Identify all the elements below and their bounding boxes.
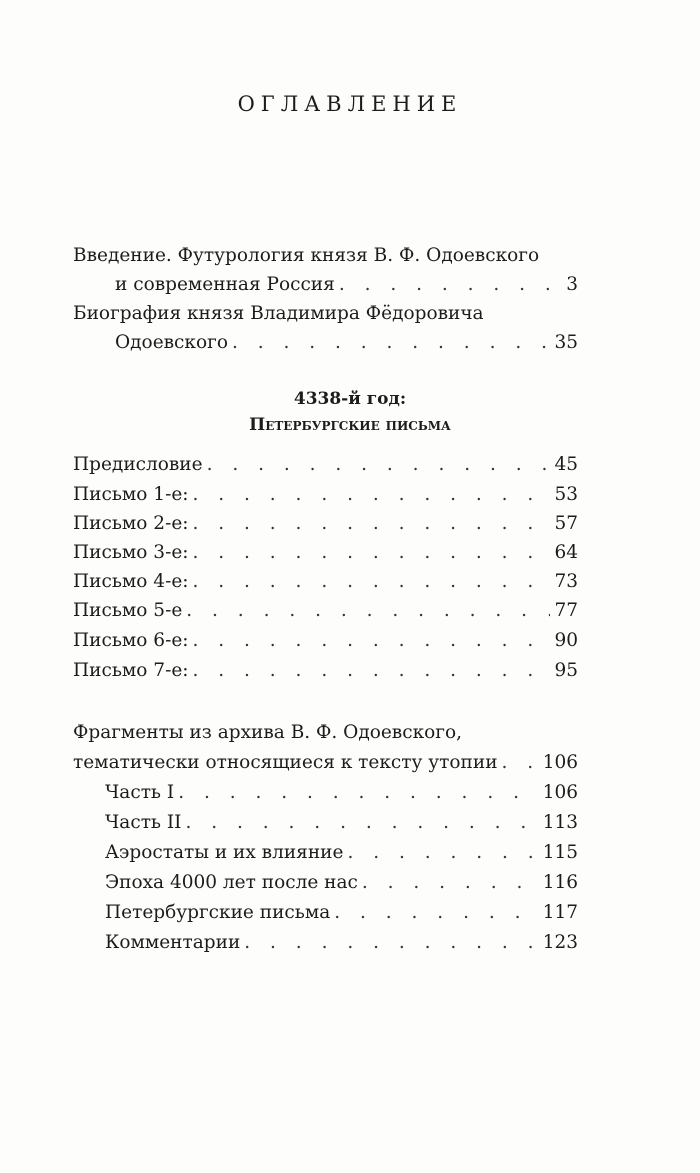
toc-entry-label: Петербургские письма <box>105 902 331 923</box>
leader-dots <box>193 656 551 686</box>
toc-entry-label: тематически относящиеся к тексту утопии <box>73 752 498 773</box>
toc-entry-label: Аэростаты и их влияние <box>105 842 344 863</box>
section-heading-title: Петербургские письма <box>249 415 451 435</box>
leader-dots <box>186 808 539 838</box>
leader-dots <box>502 748 539 778</box>
toc-entry-letter-3[interactable] <box>73 538 578 568</box>
toc-page-number: 45 <box>554 454 578 475</box>
leader-dots <box>232 328 551 358</box>
toc-entry-intro-line1: Введение. Футурология князя В. Ф. Одоевского <box>73 245 540 266</box>
toc-page-number: 64 <box>554 542 578 563</box>
leader-dots <box>244 928 538 958</box>
toc-entry-label: и современная Россия <box>115 274 335 295</box>
toc-page-number: 95 <box>554 660 578 681</box>
toc-entry-part-1[interactable] <box>105 778 578 808</box>
toc-entry-letter-1[interactable] <box>73 480 578 510</box>
toc-page-number: 90 <box>554 630 578 651</box>
leader-dots <box>193 538 551 568</box>
leader-dots <box>193 567 551 597</box>
toc-entry-aerostats[interactable] <box>105 838 578 868</box>
toc-entry-fragments-line1: Фрагменты из архива В. Ф. Одоевского, <box>73 722 462 743</box>
toc-entry-label: Комментарии <box>105 932 241 953</box>
page-title: ОГЛАВЛЕНИЕ <box>237 92 463 116</box>
toc-entry-label: Письмо 6-е: <box>73 630 189 651</box>
toc-entry-label: Письмо 2-е: <box>73 513 189 534</box>
toc-entry-part-2[interactable] <box>105 808 578 838</box>
toc-page-number: 77 <box>554 600 578 621</box>
toc-entry-label: Эпоха 4000 лет после нас <box>105 872 358 893</box>
toc-page-number: 73 <box>554 571 578 592</box>
toc-entry-petersburg-letters[interactable] <box>105 898 578 928</box>
toc-page-number: 106 <box>542 782 578 803</box>
toc-entry-label: Письмо 7-е: <box>73 660 189 681</box>
toc-entry-letter-7[interactable] <box>73 656 578 686</box>
toc-page-number: 53 <box>554 484 578 505</box>
section-heading-year: 4338-й год: <box>293 389 407 409</box>
toc-entry-fragments[interactable] <box>73 748 578 778</box>
leader-dots <box>334 898 538 928</box>
toc-page-number: 123 <box>542 932 578 953</box>
toc-page-number: 106 <box>542 752 578 773</box>
toc-entry-label: Письмо 5-е <box>73 600 183 621</box>
toc-entry-label: Письмо 1-е: <box>73 484 189 505</box>
toc-entry-epoch[interactable] <box>105 868 578 898</box>
toc-entry-preface[interactable] <box>73 450 578 480</box>
leader-dots <box>186 596 550 626</box>
toc-entry-label: Письмо 4-е: <box>73 571 189 592</box>
toc-entry-label: Предисловие <box>73 454 203 475</box>
toc-page-number: 35 <box>554 332 578 353</box>
toc-entry-biography[interactable] <box>115 328 578 358</box>
toc-page-number: 3 <box>566 274 578 295</box>
toc-entry-commentary[interactable] <box>105 928 578 958</box>
toc-entry-label: Часть I <box>105 782 175 803</box>
toc-entry-label: Часть II <box>105 812 182 833</box>
toc-entry-letter-4[interactable] <box>73 567 578 597</box>
leader-dots <box>193 480 551 510</box>
toc-entry-biography-line1: Биография князя Владимира Фёдоровича <box>73 303 484 324</box>
toc-page-number: 115 <box>542 842 578 863</box>
leader-dots <box>193 509 551 539</box>
toc-page-number: 117 <box>542 902 578 923</box>
toc-entry-letter-2[interactable] <box>73 509 578 539</box>
leader-dots <box>207 450 551 480</box>
toc-entry-label: Одоевского <box>115 332 228 353</box>
toc-page-number: 57 <box>554 513 578 534</box>
leader-dots <box>339 270 562 300</box>
toc-page-number: 116 <box>542 872 578 893</box>
leader-dots <box>347 838 538 868</box>
toc-entry-intro[interactable] <box>115 270 578 300</box>
toc-page-number: 113 <box>542 812 578 833</box>
leader-dots <box>178 778 539 808</box>
toc-entry-letter-5[interactable] <box>73 596 578 626</box>
leader-dots <box>193 626 551 656</box>
leader-dots <box>362 868 539 898</box>
toc-entry-letter-6[interactable] <box>73 626 578 656</box>
toc-entry-label: Письмо 3-е: <box>73 542 189 563</box>
